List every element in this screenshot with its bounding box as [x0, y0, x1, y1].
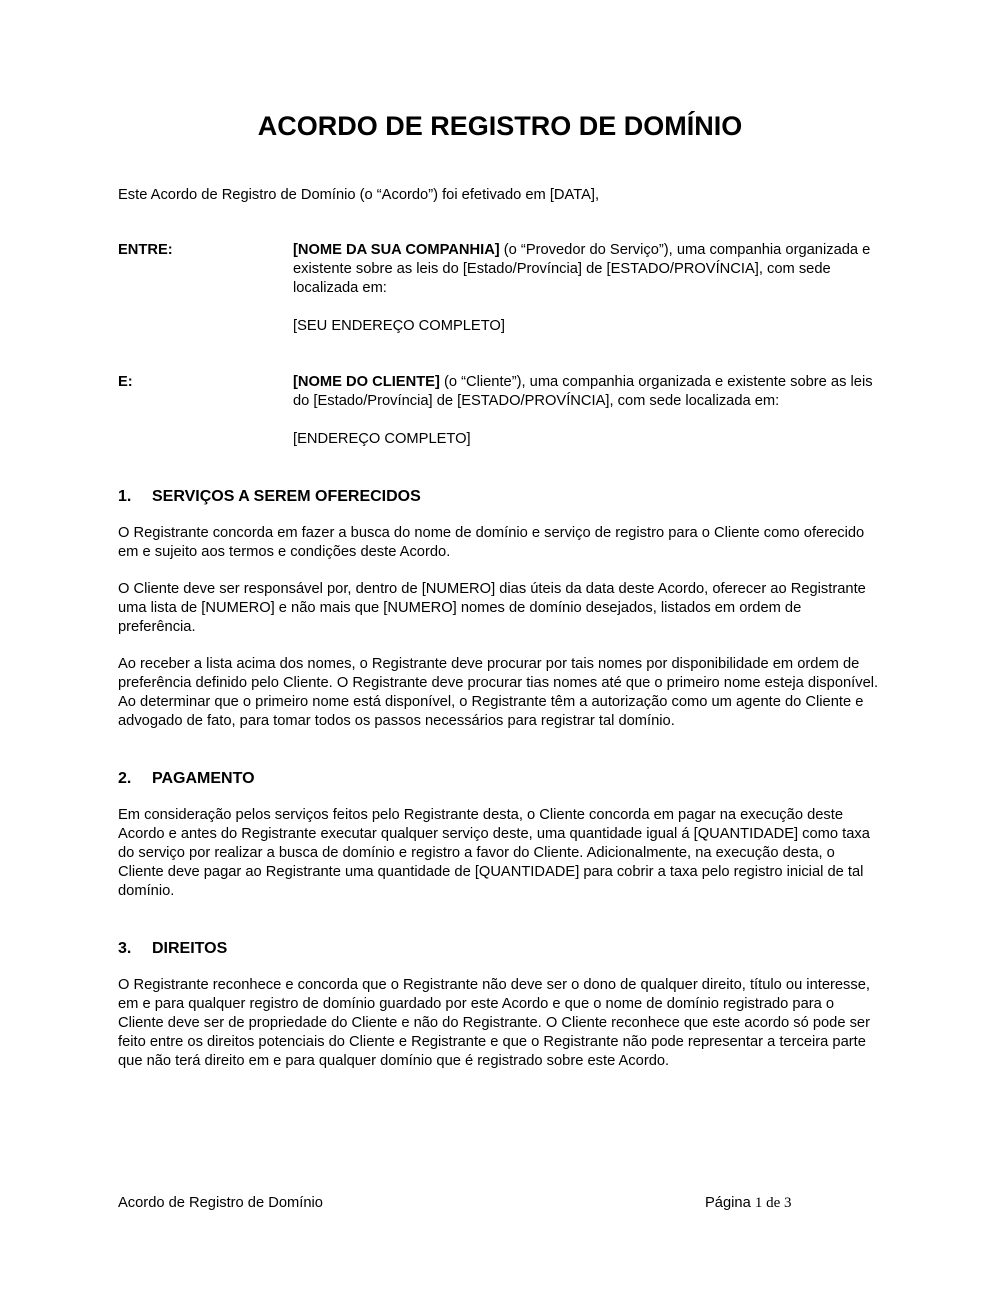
- section-title: PAGAMENTO: [152, 770, 255, 787]
- section-rights: [118, 939, 882, 1071]
- page-title: ACORDO DE REGISTRO DE DOMÍNIO: [257, 111, 743, 141]
- footer-document-name: Acordo de Registro de Domínio: [118, 1195, 323, 1211]
- section-services: [118, 487, 882, 731]
- section-number: 3.: [118, 940, 132, 957]
- section-number: 1.: [118, 488, 132, 505]
- footer-page-number: [705, 1194, 792, 1213]
- section-heading-payment: [118, 769, 882, 788]
- party-block-client: [118, 373, 882, 449]
- section-title: DIREITOS: [152, 940, 228, 957]
- party-description-provider: [293, 241, 882, 298]
- party-address-client: [ENDEREÇO COMPLETO]: [293, 431, 471, 447]
- party-block-provider: [118, 241, 882, 336]
- section-heading-rights: [118, 939, 882, 958]
- section-paragraph: Ao receber a lista acima dos nomes, o Registrante deve procurar por tais nomes por disponibilidade em ordem de preferência definido pelo Cliente. O Registrante deve procurar tias nomes até que o primeiro nome esteja disponível. Ao determinar que o primeiro nome está disponível, o Registrante têm a autorização como um agente do Cliente e advogado de fato, para tomar todos os passos necessários para registrar tal domínio.: [118, 656, 879, 729]
- party-text-provider: (o “Provedor do Serviço”), uma companhia organizada e existente sobre as leis do [Estado/Província] de [ESTADO/PROVÍNCIA], com sede localizada em:: [293, 242, 871, 296]
- party-name-placeholder-client: [NOME DO CLIENTE]: [293, 374, 440, 390]
- footer-page-label: Página: [705, 1195, 751, 1211]
- party-body-provider: [293, 241, 882, 336]
- party-label-entre: ENTRE:: [118, 242, 173, 258]
- party-name-placeholder-provider: [NOME DA SUA COMPANHIA]: [293, 242, 500, 258]
- section-paragraph: Em consideração pelos serviços feitos pelo Registrante desta, o Cliente concorda em pagar na execução deste Acordo e antes do Registrante executar qualquer serviço deste, uma quantidade igual á [QUANTIDADE] como taxa do serviço por realizar a busca de domínio e registro a favor do Cliente. Adicionalmente, na execução desta, o Cliente deve pagar ao Registrante uma quantidade de [QUANTIDADE] para cobrir a taxa pelo registro inicial de tal domínio.: [118, 807, 870, 899]
- party-label-e: E:: [118, 374, 133, 390]
- party-body-client: [293, 373, 882, 449]
- section-paragraph: O Cliente deve ser responsável por, dentro de [NUMERO] dias úteis da data deste Acordo, oferecer ao Registrante uma lista de [NUMERO] e não mais que [NUMERO] nomes de domínio desejados, listados em ordem de preferência.: [118, 581, 866, 635]
- section-number: 2.: [118, 770, 132, 787]
- section-heading-services: [118, 487, 882, 506]
- intro-paragraph: Este Acordo de Registro de Domínio (o “Acordo”) foi efetivado em [DATA],: [118, 187, 600, 203]
- section-payment: [118, 769, 882, 901]
- party-address-provider: [SEU ENDEREÇO COMPLETO]: [293, 318, 505, 334]
- section-title: SERVIÇOS A SEREM OFERECIDOS: [152, 488, 421, 505]
- party-description-client: [293, 373, 882, 411]
- page-footer: [118, 1194, 882, 1213]
- footer-page-info: 1 de 3: [754, 1195, 792, 1211]
- party-text-client: (o “Cliente”), uma companhia organizada e existente sobre as leis do [Estado/Província] de [ESTADO/PROVÍNCIA], com sede localizada em:: [293, 374, 873, 409]
- section-paragraph: O Registrante concorda em fazer a busca do nome de domínio e serviço de registro para o Cliente como oferecido em e sujeito aos termos e condições deste Acordo.: [118, 525, 865, 560]
- section-paragraph: O Registrante reconhece e concorda que o Registrante não deve ser o dono de qualquer direito, título ou interesse, em e para qualquer registro de domínio guardado por este Acordo e que o nome de domínio registrado para o Cliente deve ser de propriedade do Cliente e não do Registrante. O Cliente reconhece que este acordo só pode ser feito entre os direitos potenciais do Cliente e Registrante e que o Registrante não pode representar a terceira parte que não terá direito em e para qualquer domínio que é registrado sobre este Acordo.: [118, 977, 870, 1069]
